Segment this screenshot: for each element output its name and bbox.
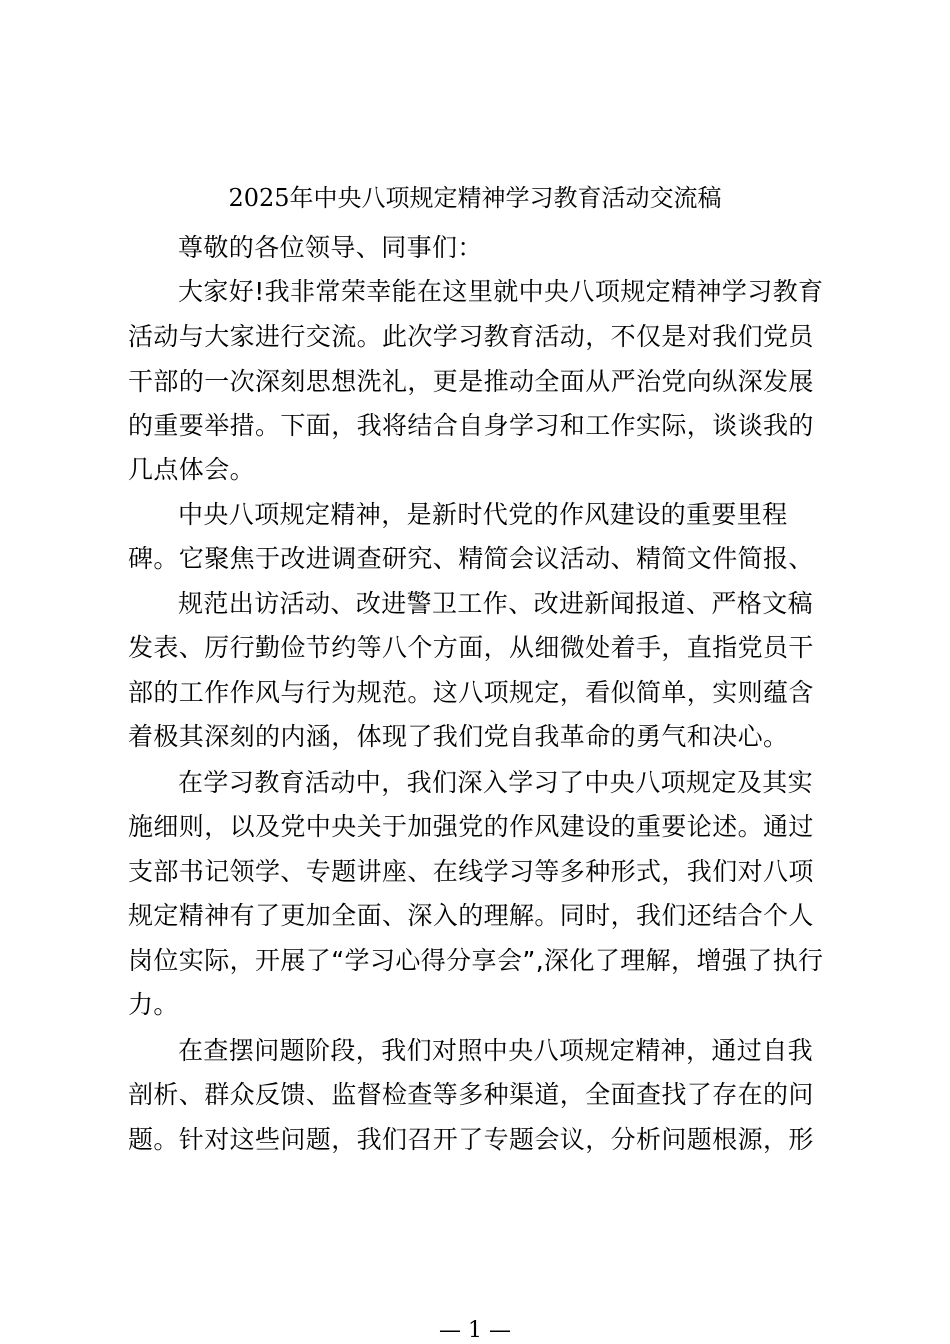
paragraph-line: 题。针对这些问题，我们召开了专题会议，分析问题根源，形 (128, 1125, 814, 1154)
paragraph-line: 在学习教育活动中，我们深入学习了中央八项规定及其实 (178, 768, 814, 797)
paragraph-line: 着极其深刻的内涵，体现了我们党自我革命的勇气和决心。 (128, 722, 789, 751)
paragraph-line: 大家好!我非常荣幸能在这里就中央八项规定精神学习教育 (178, 277, 824, 306)
document-title: 2025年中央八项规定精神学习教育活动交流稿 (228, 184, 722, 212)
paragraph-line: 岗位实际，开展了“学习心得分享会”,深化了理解，增强了执行 (128, 946, 824, 975)
paragraph-line: 规定精神有了更加全面、深入的理解。同时，我们还结合个人 (128, 901, 814, 930)
paragraph-line: 活动与大家进行交流。此次学习教育活动，不仅是对我们党员 (128, 322, 814, 351)
paragraph-line: 中央八项规定精神，是新时代党的作风建设的重要里程 (178, 500, 788, 529)
paragraph-line: 碑。它聚焦于改进调查研究、精简会议活动、精简文件简报、 (128, 544, 814, 573)
paragraph-line: 支部书记领学、专题讲座、在线学习等多种形式，我们对八项 (128, 857, 814, 886)
paragraph-line: 干部的一次深刻思想洗礼，更是推动全面从严治党向纵深发展 (128, 367, 814, 396)
paragraph-line: 规范出访活动、改进警卫工作、改进新闻报道、严格文稿 (178, 589, 814, 618)
paragraph-line: 剖析、群众反馈、监督检查等多种渠道，全面查找了存在的问 (128, 1080, 814, 1109)
paragraph-line: 力。 (128, 990, 179, 1019)
salutation-line: 尊敬的各位领导、同事们： (178, 233, 483, 262)
paragraph-line: 在查摆问题阶段，我们对照中央八项规定精神，通过自我 (178, 1036, 814, 1065)
paragraph-line: 部的工作作风与行为规范。这八项规定，看似简单，实则蕴含 (128, 678, 814, 707)
paragraph-line: 几点体会。 (128, 455, 256, 484)
paragraph-line: 的重要举措。下面，我将结合自身学习和工作实际，谈谈我的 (128, 411, 814, 440)
paragraph-line: 发表、厉行勤俭节约等八个方面，从细微处着手，直指党员干 (128, 633, 814, 662)
page-number: — 1 — (439, 1318, 511, 1343)
paragraph-line: 施细则，以及党中央关于加强党的作风建设的重要论述。通过 (128, 812, 814, 841)
